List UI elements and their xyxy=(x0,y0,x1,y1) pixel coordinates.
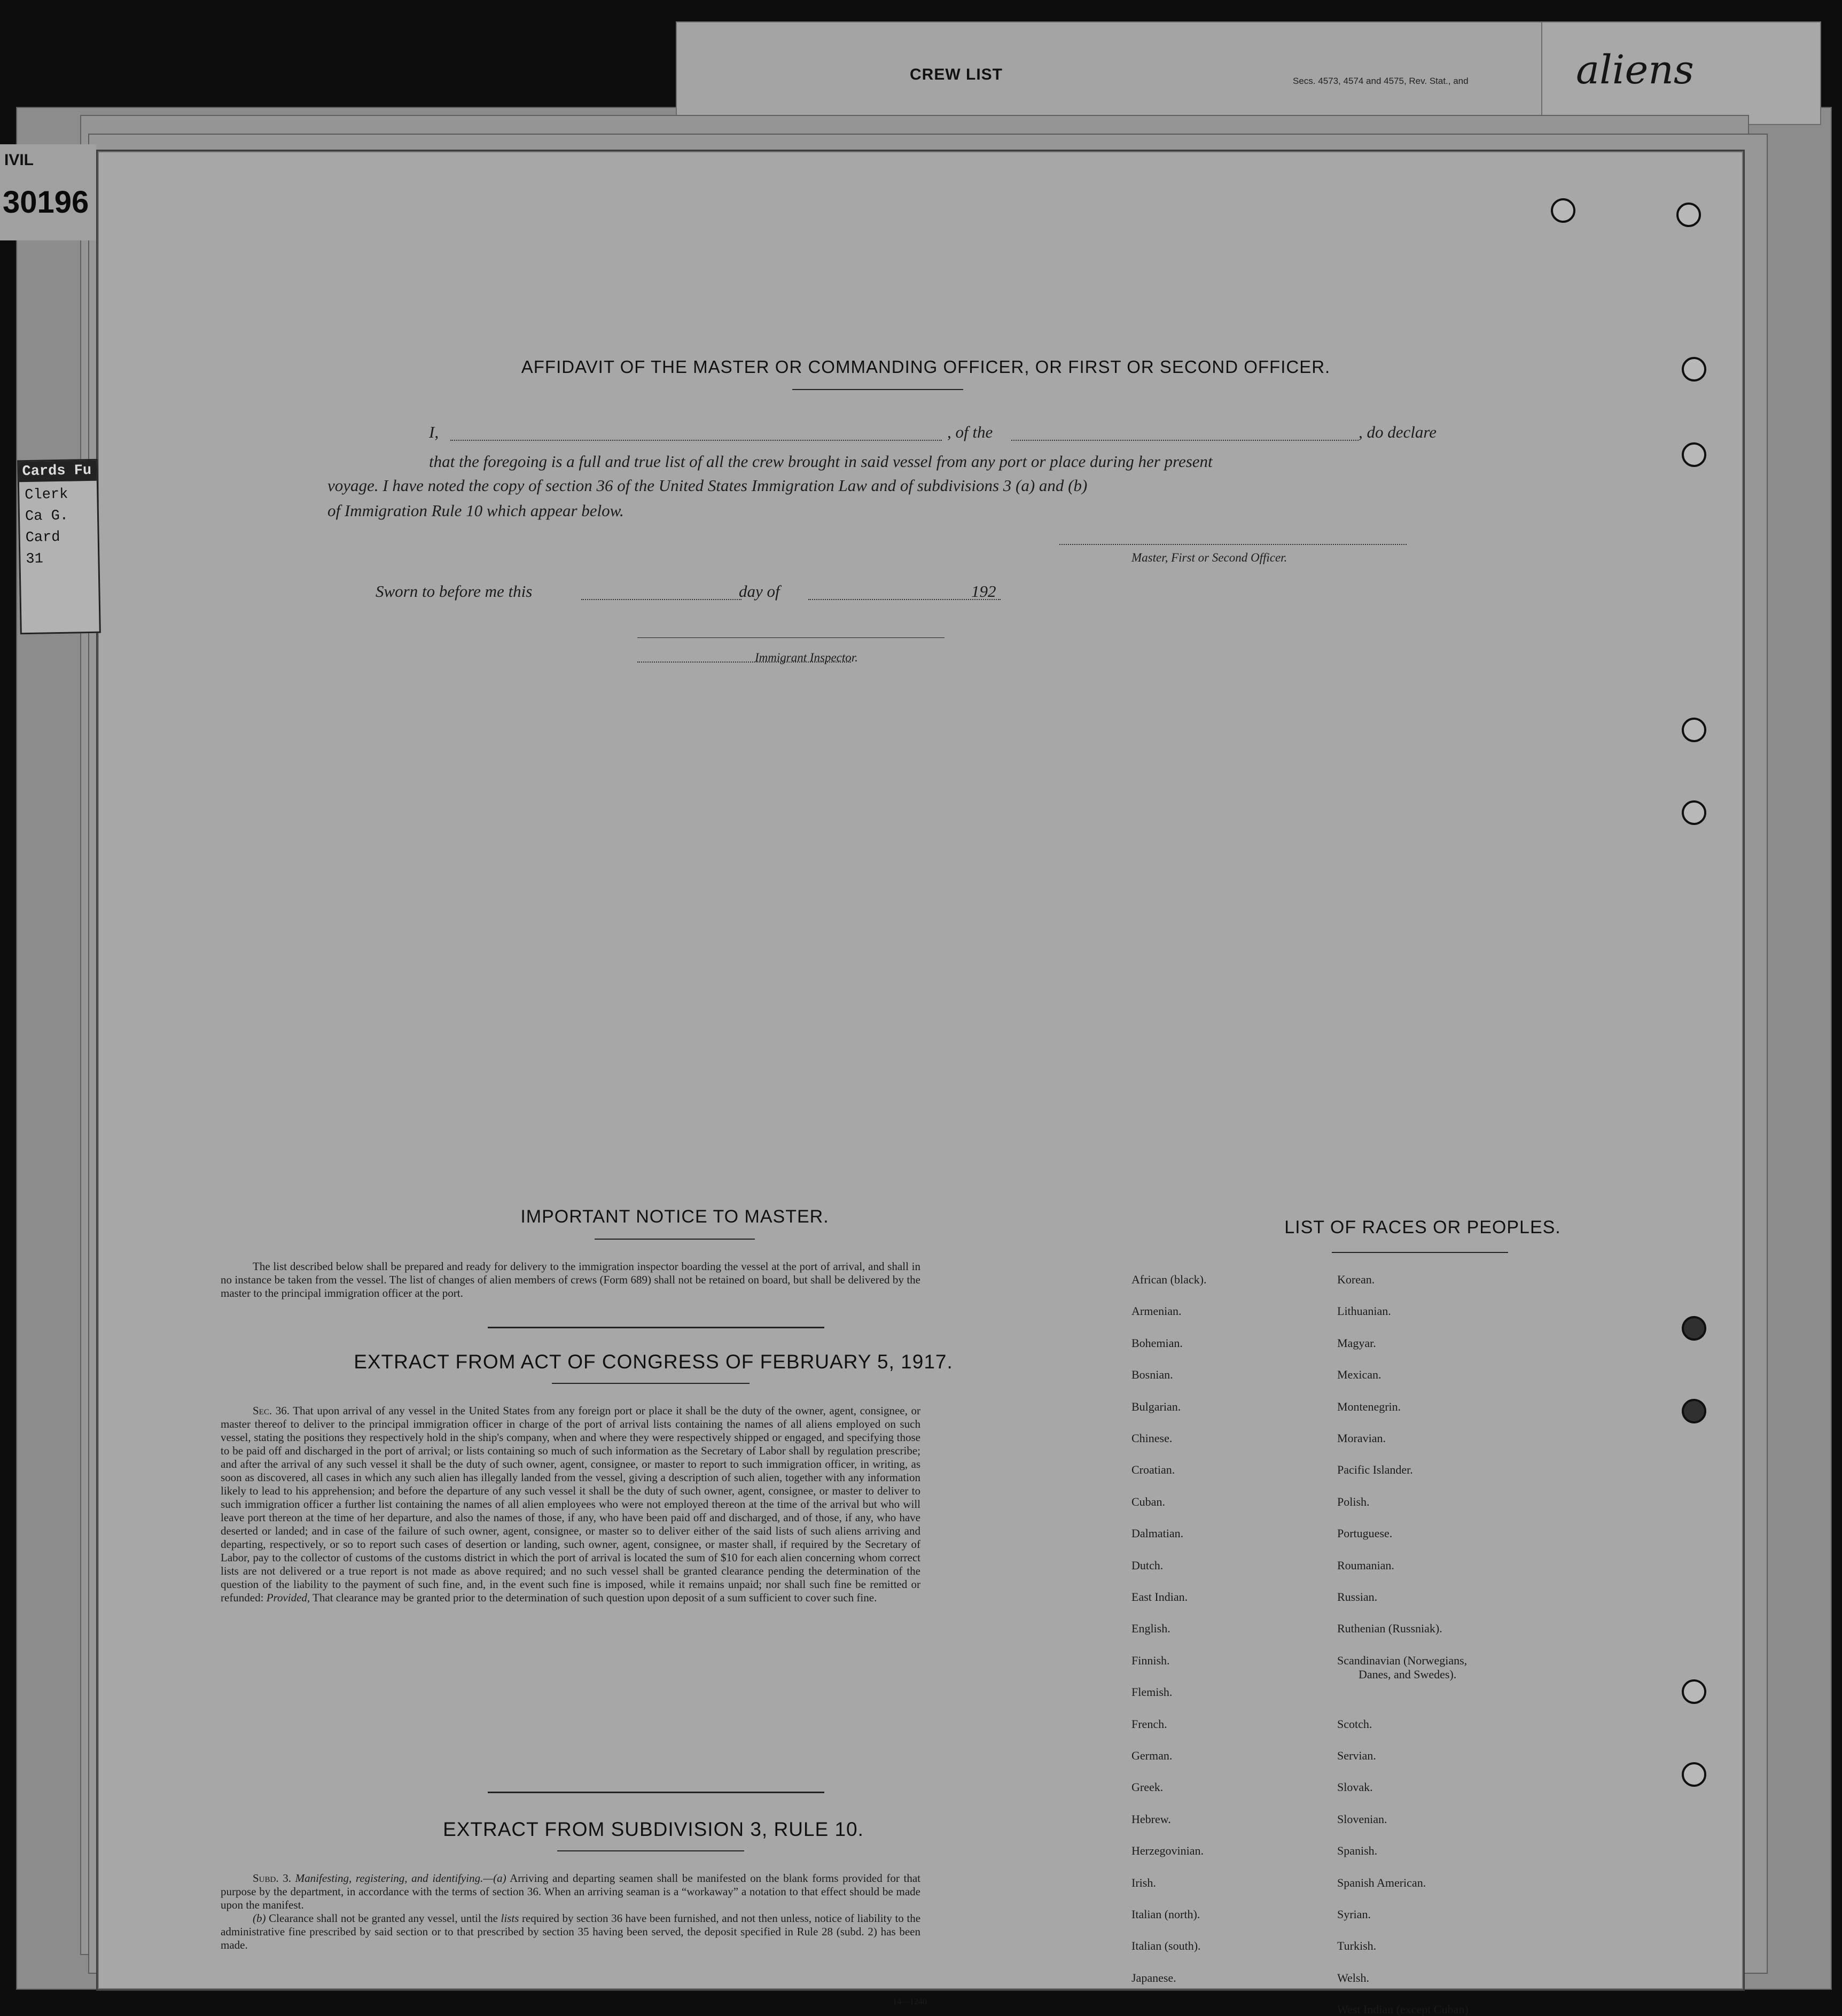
subd-heading: Manifesting, registering, and identifying. xyxy=(295,1872,483,1885)
race-item: Spanish. xyxy=(1337,1844,1378,1857)
inspector-label: Immigrant Inspector. xyxy=(755,651,858,664)
binder-hole xyxy=(1682,1762,1706,1787)
race-item: Bosnian. xyxy=(1131,1368,1173,1381)
race-item: Irish. xyxy=(1131,1876,1156,1889)
race-item: West Indian (except Cuban) xyxy=(1337,2003,1469,2016)
section-label: Sec. 36. xyxy=(253,1404,290,1417)
race-item: Italian (south). xyxy=(1131,1939,1201,1952)
race-item: Greek. xyxy=(1131,1780,1164,1794)
affidavit-line-3: voyage. I have noted the copy of section 36 of the United States Immigration Law and of subdivisions 3 (a) and (b) xyxy=(327,476,1088,495)
stub-number: 30196 xyxy=(3,185,89,220)
slip-line: 31 xyxy=(26,551,44,568)
master-label: Master, First or Second Officer. xyxy=(1131,551,1287,564)
para-a-label: —(a) xyxy=(483,1872,506,1885)
subd-label: Subd. 3. xyxy=(253,1872,292,1885)
para-b-text-2: required by section 36 have been furnished, and not then unless, notice of liability to the administrative fine prescribed by said section or to that prescribed by section 35 having been served, the deposit specified in Rule 28 (subd. 2) has been made. xyxy=(221,1912,921,1951)
sworn-prefix: Sworn to before me this xyxy=(376,582,533,601)
sworn-year: 192 xyxy=(971,582,996,601)
notice-rule xyxy=(595,1239,755,1240)
affidavit-line-1 xyxy=(429,424,1423,440)
affidavit-page xyxy=(96,150,1745,2016)
race-item: Moravian. xyxy=(1337,1431,1386,1445)
race-item: Slovak. xyxy=(1337,1780,1373,1794)
race-item: Montenegrin. xyxy=(1337,1400,1401,1413)
title-rule xyxy=(792,389,963,390)
race-item: Ruthenian (Russniak). xyxy=(1337,1622,1442,1635)
binder-hole xyxy=(1676,203,1701,227)
binder-hole xyxy=(1682,1679,1706,1704)
para-a-text: Arriving and departing seamen shall be manifested on the blank forms provided for that purpose by the department, in accordance with the terms of section 36. When an arriving seaman is a “workaway” a notation to that effect should be made upon the manifest. xyxy=(221,1872,921,1911)
race-item: Dalmatian. xyxy=(1131,1527,1184,1540)
race-item: Bulgarian. xyxy=(1131,1400,1181,1413)
section-36-body: That upon arrival of any vessel in the United States from any foreign port or place it shall be the duty of the owner, agent, consignee, or master thereof to deliver to the principal immigration officer in charge of the port of arrival lists containing the names of all aliens employed on such vessel, stating the positions they respectively hold in the ship's company, when and where they were respectively shipped or engaged, and specifying those to be paid off and discharged in the port of arrival; or lists containing so much of such information as the Secretary of Labor shall by regulation prescribe; and after the arrival of any such vessel it shall be the duty of such owner, agent, consignee, or master to report to such immigration officer, in writing, as soon as discovered, all cases in which any such alien has illegally landed from the vessel, giving a description of such alien, together with any information likely to lead to his apprehension; and before the departure of any such vessel it shall be the duty of such owner, agent, consignee, or master to deliver to such immigration officer a further list containing the names of all alien employees who were not employed thereon at the time of the arrival but who will leave port thereon at the time of her departure, and also the names of those, if any, who have been paid off and discharged, and of those, if any, who have deserted or landed; and in case of the failure of such owner, agent, consignee, or master so to deliver either of the said lists of such aliens arriving and departing, respectively, or so to report such cases of desertion or landing, such owner, agent, consignee, or master shall, if required by the Secretary of Labor, pay to the collector of customs of the customs district in which the port of arrival is located the sum of $10 for each alien concerning whom correct lists are not delivered or a true report is not made as above required; and no such vessel shall be granted clearance pending the determination of the question of the liability to the payment of such fine, and, in the event such fine is imposed, while it remains unpaid; nor shall such fine be remitted or refunded: xyxy=(221,1404,920,1604)
extract-rule-title: EXTRACT FROM SUBDIVISION 3, RULE 10. xyxy=(443,1818,864,1840)
vessel-blank[interactable] xyxy=(1011,440,1359,441)
provided-label: Provided, xyxy=(266,1591,310,1604)
notice-divider xyxy=(488,1327,824,1328)
notice-paragraph: The list described below shall be prepared and ready for delivery to the immigration inspector boarding the vessel at the port of arrival, and shall in no instance be taken from the vessel. The list of changes of alien members of crews (Form 689) shall not be retained on board, but shall be delivered by the master to the principal immigration officer at the port. xyxy=(221,1260,920,1299)
section-36-end: That clearance may be granted prior to the determination of such question upon deposit of a sum sufficient to cover such fine. xyxy=(313,1591,877,1604)
master-signature-blank[interactable] xyxy=(1059,544,1407,545)
race-item: Scotch. xyxy=(1337,1717,1372,1731)
race-item: German. xyxy=(1131,1749,1173,1762)
extract-act-text xyxy=(221,1404,920,1605)
affidavit-line-2: that the foregoing is a full and true list of all the crew brought in said vessel from any port or place during her present xyxy=(429,452,1213,471)
affidavit-i: I, xyxy=(429,423,439,441)
statute-reference: Secs. 4573, 4574 and 4575, Rev. Stat., and xyxy=(1293,76,1469,86)
races-rule xyxy=(1332,1252,1508,1253)
extract-act-divider xyxy=(488,1792,824,1793)
slip-line: Clerk xyxy=(25,486,68,504)
race-item: Dutch. xyxy=(1131,1559,1164,1572)
race-item: Russian. xyxy=(1337,1590,1378,1604)
crew-list-tab xyxy=(676,21,1626,125)
race-item: Flemish. xyxy=(1131,1685,1173,1699)
race-item: Portuguese. xyxy=(1337,1527,1393,1540)
race-item: Polish. xyxy=(1337,1495,1370,1508)
declare-text: , do declare xyxy=(1359,423,1437,441)
extract-rule-rule xyxy=(557,1850,744,1851)
race-item: Spanish American. xyxy=(1337,1876,1426,1889)
race-item: Slovenian. xyxy=(1337,1812,1387,1826)
race-item: Japanese. xyxy=(1131,1971,1176,1984)
race-item: Mexican. xyxy=(1337,1368,1382,1381)
binder-hole xyxy=(1682,800,1706,825)
affidavit-line-4: of Immigration Rule 10 which appear below. xyxy=(327,501,624,520)
binder-hole xyxy=(1682,1316,1706,1341)
race-item: Croatian. xyxy=(1131,1463,1175,1476)
race-item: Turkish. xyxy=(1337,1939,1377,1952)
handwritten-note: aliens xyxy=(1576,47,1694,93)
para-b-lists: lists xyxy=(501,1912,519,1925)
binder-hole xyxy=(1682,442,1706,467)
extract-rule-text xyxy=(221,1872,920,1952)
race-item: Finnish. xyxy=(1131,1654,1170,1667)
binder-hole xyxy=(1682,357,1706,382)
slip-line: Cards Fu xyxy=(19,461,97,482)
race-item: Herzegovinian. xyxy=(1131,1844,1204,1857)
notice-text xyxy=(221,1260,920,1300)
races-title: LIST OF RACES OR PEOPLES. xyxy=(1284,1217,1561,1237)
extract-act-rule xyxy=(552,1383,750,1384)
crew-list-title: CREW LIST xyxy=(910,66,1003,83)
race-item: French. xyxy=(1131,1717,1167,1731)
extract-act-title: EXTRACT FROM ACT OF CONGRESS OF FEBRUARY 5, 1917. xyxy=(354,1351,953,1373)
sworn-day-blank[interactable] xyxy=(581,599,742,600)
race-item: Bohemian. xyxy=(1131,1336,1183,1350)
race-item: English. xyxy=(1131,1622,1170,1635)
race-item: Scandinavian (Norwegians, xyxy=(1337,1654,1468,1667)
section-36-paragraph xyxy=(221,1404,920,1605)
para-b-label: (b) xyxy=(253,1912,266,1925)
slip-line: Ca G. xyxy=(25,508,69,525)
race-item: Roumanian. xyxy=(1337,1559,1394,1572)
race-item: Servian. xyxy=(1337,1749,1376,1762)
binder-hole xyxy=(1551,198,1575,223)
cards-slip xyxy=(17,459,101,635)
sworn-day-of: day of xyxy=(739,582,780,601)
para-b-text-1: Clearance shall not be granted any vessel, until the xyxy=(269,1912,498,1925)
race-item: Pacific Islander. xyxy=(1337,1463,1413,1476)
notice-title: IMPORTANT NOTICE TO MASTER. xyxy=(520,1207,829,1227)
inspector-rule xyxy=(637,637,945,638)
binder-hole xyxy=(1682,1399,1706,1423)
race-item: Danes, and Swedes). xyxy=(1359,1668,1457,1681)
race-item: Armenian. xyxy=(1131,1304,1182,1318)
name-blank[interactable] xyxy=(450,440,942,441)
race-item: Chinese. xyxy=(1131,1431,1173,1445)
race-item: Welsh. xyxy=(1337,1971,1369,1984)
race-item: Syrian. xyxy=(1337,1908,1371,1921)
stub-label: IVIL xyxy=(4,151,34,169)
slip-line: Card xyxy=(25,529,60,547)
race-item: Lithuanian. xyxy=(1337,1304,1391,1318)
race-item: Hebrew. xyxy=(1131,1812,1171,1826)
race-item: African (black). xyxy=(1131,1273,1207,1286)
race-item: Korean. xyxy=(1337,1273,1375,1286)
race-item: East Indian. xyxy=(1131,1590,1188,1604)
binder-hole xyxy=(1682,718,1706,742)
affidavit-title: AFFIDAVIT OF THE MASTER OR COMMANDING OFFICER, OR FIRST OR SECOND OFFICER. xyxy=(521,357,1331,377)
subd-b-paragraph xyxy=(221,1912,920,1952)
subd-a-paragraph xyxy=(221,1872,920,1912)
of-the-text: , of the xyxy=(947,423,993,441)
race-item: Italian (north). xyxy=(1131,1908,1200,1921)
race-item: Cuban. xyxy=(1131,1495,1165,1508)
form-number: 14—1240 xyxy=(893,1997,927,2006)
race-item: Magyar. xyxy=(1337,1336,1376,1350)
